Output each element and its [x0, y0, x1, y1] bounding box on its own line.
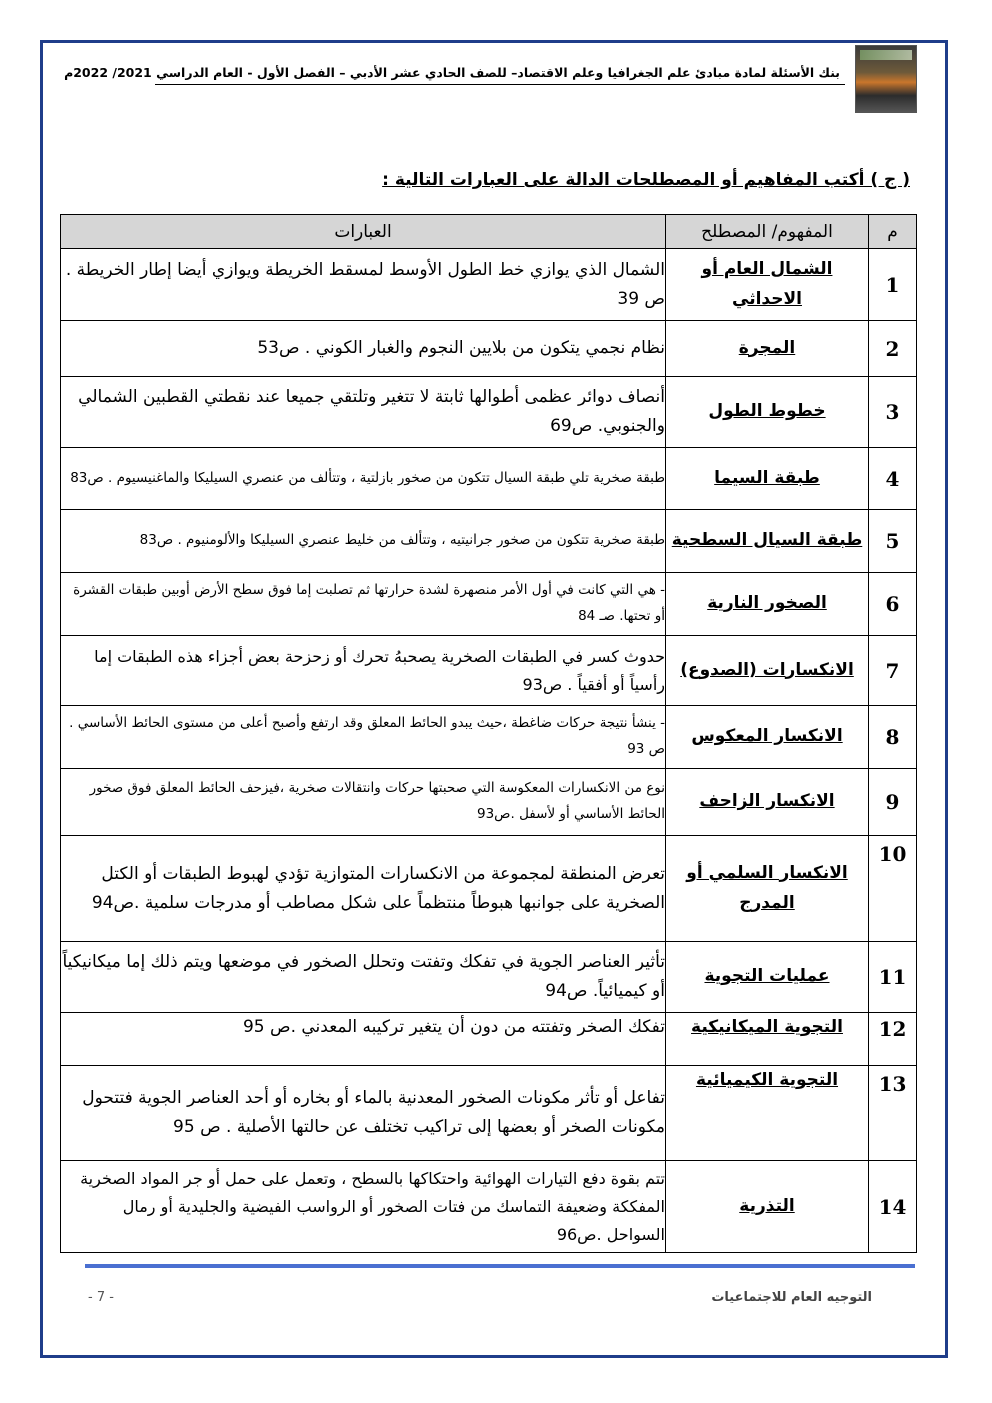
column-header-statement: العبارات — [61, 215, 666, 249]
row-term: طبقة السيال السطحية — [666, 510, 869, 573]
table-row — [61, 706, 917, 769]
row-term: التجوية الميكانيكية — [666, 1013, 869, 1066]
row-term: الانكسار المعكوس — [666, 706, 869, 769]
table-header-row — [61, 215, 917, 249]
table-row — [61, 836, 917, 942]
row-number: 5 — [869, 510, 917, 573]
row-statement: - ينشأ نتيجة حركات ضاغطة ،حيث يبدو الحائط المعلق وقد ارتفع وأصبح أعلى من مستوى الحائط الأساسي . ص 93 — [61, 706, 666, 769]
row-statement: - هي التي كانت في أول الأمر منصهرة لشدة حرارتها ثم تصلبت إما فوق سطح الأرض أوبين طبقات القشرة أو تحتها. صـ 84 — [61, 573, 666, 636]
row-number: 14 — [869, 1161, 917, 1253]
table-row — [61, 1066, 917, 1161]
footer-department: التوجيه العام للاجتماعيات — [711, 1290, 872, 1305]
row-term: الانكسار السلمي أو المدرج — [666, 836, 869, 942]
column-header-term: المفهوم/ المصطلح — [666, 215, 869, 249]
row-term: المجرة — [666, 321, 869, 377]
row-statement: الشمال الذي يوازي خط الطول الأوسط لمسقط الخريطة ويوازي أيضا إطار الخريطة . ص 39 — [61, 249, 666, 321]
row-statement: نوع من الانكسارات المعكوسة التي صحبتها حركات وانتقالات صخرية ،فيزحف الحائط المعلق فوق صخور الحائط الأساسي أو لأسفل .ص93 — [61, 769, 666, 836]
header-divider — [155, 84, 845, 85]
header-title: بنك الأسئلة لمادة مبادئ علم الجغرافيا وعلم الاقتصاد– للصف الحادي عشر الأدبي – الفصل الأول - العام الدراسي 2021/ 2022م — [64, 65, 840, 80]
table-row — [61, 321, 917, 377]
section-title: ( ج ) أكتب المفاهيم أو المصطلحات الدالة على العبارات التالية : — [382, 170, 910, 190]
row-number: 9 — [869, 769, 917, 836]
row-statement: تأثير العناصر الجوية في تفكك وتفتت وتحلل الصخور في موضعها ويتم ذلك إما ميكانيكياً أو كيميائياً. ص94 — [61, 942, 666, 1013]
table-row — [61, 573, 917, 636]
table-row — [61, 249, 917, 321]
column-header-num: م — [869, 215, 917, 249]
row-number: 2 — [869, 321, 917, 377]
table-row — [61, 1161, 917, 1253]
header-logo-image — [855, 45, 917, 113]
table-row — [61, 942, 917, 1013]
row-statement: طبقة صخرية تتكون من صخور جرانيتيه ، وتتألف من خليط عنصري السيليكا والألومنيوم . ص83 — [61, 510, 666, 573]
page-number: - 7 - — [88, 1290, 114, 1305]
row-number: 4 — [869, 448, 917, 510]
row-statement: نظام نجمي يتكون من بلايين النجوم والغبار الكوني . ص53 — [61, 321, 666, 377]
row-number: 12 — [869, 1013, 917, 1066]
row-term: الشمال العام أو الاحداثي — [666, 249, 869, 321]
table-row — [61, 1013, 917, 1066]
table-row — [61, 448, 917, 510]
row-statement: أنصاف دوائر عظمى أطوالها ثابتة لا تتغير وتلتقي جميعا عند نقطتي القطبين الشمالي والجنوبي. ص69 — [61, 377, 666, 448]
row-number: 1 — [869, 249, 917, 321]
row-statement: تتم بقوة دفع التيارات الهوائية واحتكاكها بالسطح ، وتعمل على حمل أو جر المواد الصخرية المفككة وضعيفة التماسك من فتات الصخور أو الرواسب الفيضية والجليدية أو رمال السواحل .ص96 — [61, 1161, 666, 1253]
row-statement: تعرض المنطقة لمجموعة من الانكسارات المتوازية تؤدي لهبوط الطبقات أو الكتل الصخرية على جوانبها هبوطاً منتظماً على شكل مصاطب أو مدرجات سلمية .ص94 — [61, 836, 666, 942]
footer-rule — [85, 1264, 915, 1268]
row-number: 8 — [869, 706, 917, 769]
row-term: عمليات التجوية — [666, 942, 869, 1013]
row-term: الانكسارات (الصدوع) — [666, 636, 869, 706]
table-row — [61, 769, 917, 836]
row-number: 7 — [869, 636, 917, 706]
row-number: 11 — [869, 942, 917, 1013]
terms-table — [60, 214, 917, 1253]
row-term: التجوية الكيميائية — [666, 1066, 869, 1161]
row-term: الصخور النارية — [666, 573, 869, 636]
table-row — [61, 636, 917, 706]
row-number: 13 — [869, 1066, 917, 1161]
table-row — [61, 510, 917, 573]
row-statement: تفكك الصخر وتفتته من دون أن يتغير تركيبه المعدني .ص 95 — [61, 1013, 666, 1066]
row-number: 10 — [869, 836, 917, 942]
row-number: 6 — [869, 573, 917, 636]
row-term: خطوط الطول — [666, 377, 869, 448]
row-term: التذرية — [666, 1161, 869, 1253]
row-statement: حدوث كسر في الطبقات الصخرية يصحبهُ تحرك أو زحزحة بعض أجزاء هذه الطبقات إما رأسياً أو أفقياً . ص93 — [61, 636, 666, 706]
row-term: طبقة السيما — [666, 448, 869, 510]
row-statement: طبقة صخرية تلي طبقة السيال تتكون من صخور بازلتية ، وتتألف من عنصري السيليكا والماغنيسيوم . ص83 — [61, 448, 666, 510]
row-number: 3 — [869, 377, 917, 448]
row-statement: تفاعل أو تأثر مكونات الصخور المعدنية بالماء أو بخاره أو أحد العناصر الجوية فتتحول مكونات الصخر أو بعضها إلى تراكيب تختلف عن حالتها الأصلية . ص 95 — [61, 1066, 666, 1161]
table-row — [61, 377, 917, 448]
row-term: الانكسار الزاحف — [666, 769, 869, 836]
